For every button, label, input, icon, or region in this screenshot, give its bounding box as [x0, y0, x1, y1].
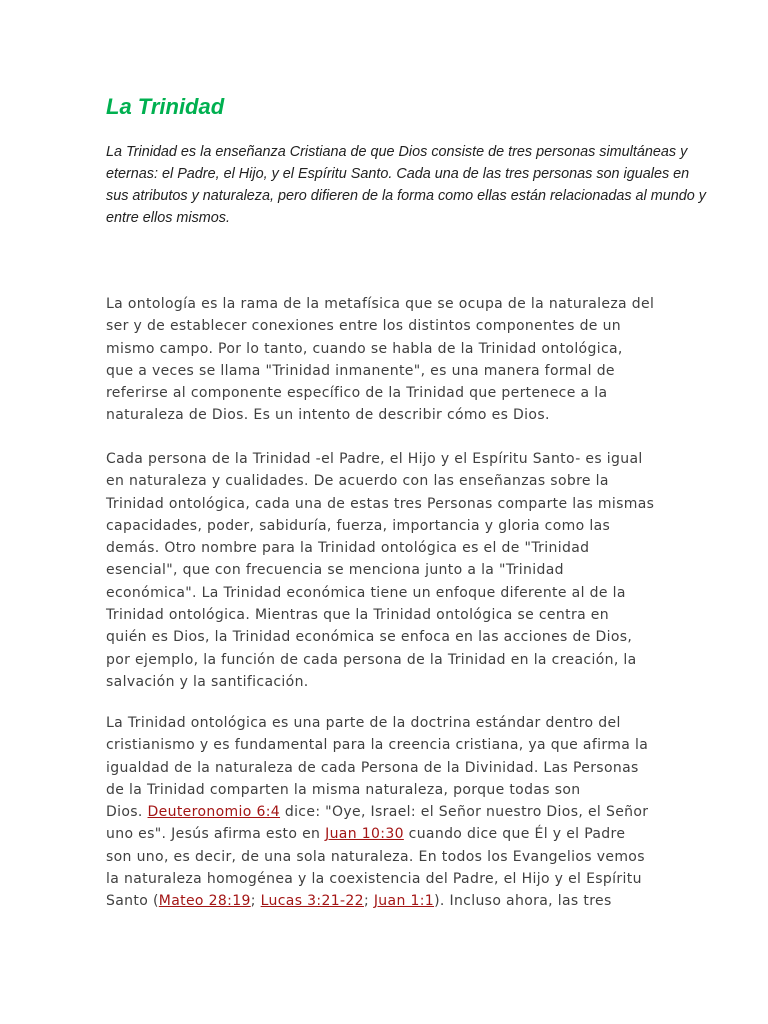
text-line: son uno, es decir, de una sola naturaleza. En todos los Evangelios vemos — [106, 848, 645, 865]
link-mateo-28-19[interactable]: Mateo 28:19 — [158, 893, 251, 910]
text-line: que a veces se llama "Trinidad inmanente", es una manera formal de — [106, 362, 615, 379]
text-segment: Santo ( — [106, 893, 159, 910]
text-line: capacidades, poder, sabiduría, fuerza, importancia y gloria como las — [106, 517, 611, 534]
text-segment: ). Incluso ahora, las tres — [434, 893, 612, 910]
text-line: demás. Otro nombre para la Trinidad ontológica es el de "Trinidad — [106, 540, 590, 557]
text-line: económica". La Trinidad económica tiene un enfoque diferente al de la — [106, 584, 626, 601]
text-line: Cada persona de la Trinidad -el Padre, el Hijo y el Espíritu Santo- es igual — [106, 451, 643, 467]
text-line: referirse al componente específico de la Trinidad que pertenece a la — [106, 385, 608, 402]
text-line — [106, 890, 706, 912]
paragraph-doctrina — [106, 712, 706, 913]
intro-paragraph: La Trinidad es la enseñanza Cristiana de que Dios consiste de tres personas simultáneas y eternas: el Padre, el Hijo, y el Espíritu Santo. Cada una de las tres personas son iguales en sus atributos y naturaleza, pero difieren de la forma como ellas están relacionadas al mundo y entre ellos mismos. — [106, 144, 706, 226]
text-line: mismo campo. Por lo tanto, cuando se habla de la Trinidad ontológica, — [106, 340, 623, 357]
text-line: Trinidad ontológica. Mientras que la Trinidad ontológica se centra en — [106, 607, 609, 624]
text-segment: uno es". Jesús afirma esto en — [106, 826, 326, 843]
text-line: cristianismo y es fundamental para la creencia cristiana, ya que afirma la — [106, 737, 649, 754]
paragraph-ontologia — [106, 293, 706, 427]
text-line: La Trinidad ontológica es una parte de la doctrina estándar dentro del — [106, 715, 621, 731]
text-segment: ; — [363, 893, 374, 910]
link-juan-10-30[interactable]: Juan 10:30 — [325, 826, 404, 843]
text-segment: dice: "Oye, Israel: el Señor nuestro Dios, el Señor — [280, 804, 649, 821]
text-line: naturaleza de Dios. Es un intento de describir cómo es Dios. — [106, 407, 550, 424]
text-segment: Dios. — [106, 804, 148, 821]
paragraph-cada-persona — [106, 448, 706, 693]
link-lucas-3-21-22[interactable]: Lucas 3:21-22 — [260, 893, 364, 910]
text-line: por ejemplo, la función de cada persona de la Trinidad en la creación, la — [106, 651, 637, 668]
text-line: esencial", que con frecuencia se menciona junto a la "Trinidad — [106, 562, 564, 579]
text-line: igualdad de la naturaleza de cada Persona de la Divinidad. Las Personas — [106, 759, 639, 776]
text-line — [106, 823, 706, 845]
text-line: la naturaleza homogénea y la coexistencia del Padre, el Hijo y el Espíritu — [106, 871, 642, 888]
text-line: en naturaleza y cualidades. De acuerdo con las enseñanzas sobre la — [106, 473, 609, 490]
text-line: de la Trinidad comparten la misma naturaleza, porque todas son — [106, 781, 581, 798]
text-line: La ontología es la rama de la metafísica que se ocupa de la naturaleza del — [106, 296, 655, 312]
text-line: Trinidad ontológica, cada una de estas tres Personas comparte las mismas — [106, 495, 655, 512]
text-segment: cuando dice que Él y el Padre — [403, 826, 626, 843]
link-deuteronomio-6-4[interactable]: Deuteronomio 6:4 — [147, 804, 281, 821]
text-line: ser y de establecer conexiones entre los distintos componentes de un — [106, 318, 622, 335]
link-juan-1-1[interactable]: Juan 1:1 — [373, 893, 435, 910]
text-segment: ; — [250, 893, 261, 910]
text-line — [106, 801, 706, 823]
page-title: La Trinidad — [106, 94, 225, 119]
text-line: quién es Dios, la Trinidad económica se enfoca en las acciones de Dios, — [106, 629, 633, 646]
text-line: salvación y la santificación. — [106, 673, 309, 690]
